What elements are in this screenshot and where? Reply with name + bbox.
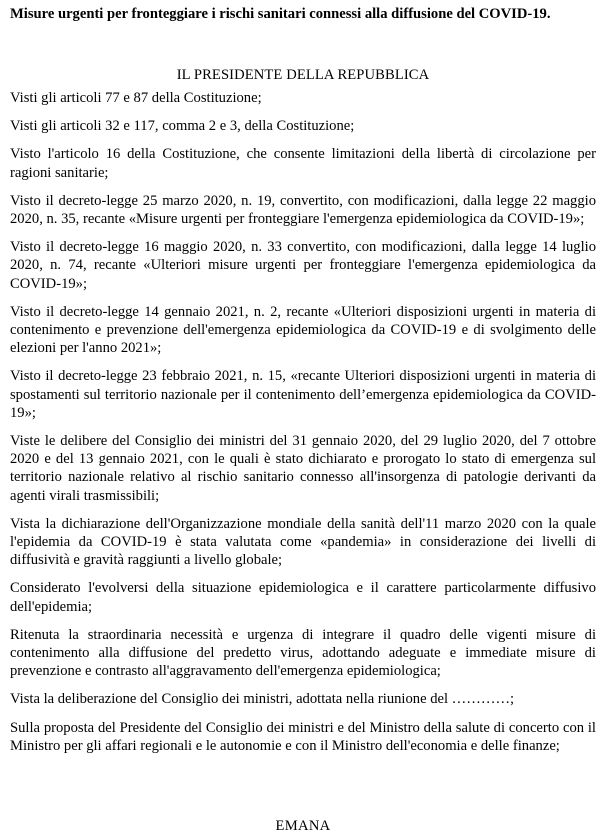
document-page [10,0,596,834]
preamble-paragraph: Vista la dichiarazione dell'Organizzazione mondiale della sanità dell'11 marzo 2020 con la quale l'epidemia da COVID-19 è stata valutata come «pandemia» in considerazione dei livelli di diffusività e gravità raggiunti a livello globale; [10,515,596,569]
preamble-paragraph: Ritenuta la straordinaria necessità e urgenza di integrare il quadro delle vigenti misure di contenimento alla diffusione del predetto virus, adottando adeguate e immediate misure di prevenzione e contrasto all'aggravamento dell'emergenza epidemiologica; [10,626,596,680]
preamble-paragraph: Considerato l'evolversi della situazione epidemiologica e il carattere particolarmente diffusivo dell'epidemia; [10,580,596,615]
document-heading: IL PRESIDENTE DELLA REPUBBLICA [176,67,430,83]
preamble [10,89,596,755]
preamble-paragraph: Sulla proposta del Presidente del Consiglio dei ministri e del Ministro della salute di concerto con il Ministro per gli affari regionali e le autonomie e con il Ministro dell'economia e delle finanze; [10,719,596,754]
preamble-paragraph: Visto il decreto-legge 16 maggio 2020, n. 33 convertito, con modificazioni, dalla legge 14 luglio 2020, n. 74, recante «Ulteriori misure urgenti per fronteggiare l'emergenza epidemiologica da COVID-19»; [10,239,596,292]
preamble-paragraph: Viste le delibere del Consiglio dei ministri del 31 gennaio 2020, del 29 luglio 2020, del 7 ottobre 2020 e del 13 gennaio 2021, con le quali è stato dichiarato e prorogato lo stato di emergenza sul territorio nazionale relativo al rischio sanitario connesso all'insorgenza di patologie derivanti da agenti virali trasmissibili; [10,433,596,504]
preamble-paragraph: Visti gli articoli 32 e 117, comma 2 e 3, della Costituzione; [10,118,355,135]
preamble-paragraph: Vista la deliberazione del Consiglio dei ministri, adottata nella riunione del …………; [10,691,515,708]
preamble-paragraph: Visto il decreto-legge 25 marzo 2020, n. 19, convertito, con modificazioni, dalla legge 22 maggio 2020, n. 35, recante «Misure urgenti per fronteggiare l'emergenza epidemiologica da COVID-19»; [10,192,596,228]
preamble-paragraph: Visto il decreto-legge 23 febbraio 2021, n. 15, «recante Ulteriori disposizioni urgenti in materia di spostamenti sul territorio nazionale per il contenimento dell’emergenza epidemiologica da COVID-19»; [10,368,596,421]
preamble-paragraph: Visti gli articoli 77 e 87 della Costituzione; [10,90,262,106]
document-title: Misure urgenti per fronteggiare i rischi sanitari connessi alla diffusione del COVID-19. [10,6,551,22]
preamble-paragraph: Visto il decreto-legge 14 gennaio 2021, n. 2, recante «Ulteriori disposizioni urgenti in materia di contenimento e prevenzione dell'emergenza epidemiologica da COVID-19 e di svolgimento delle elezioni per l'anno 2021»; [10,303,596,357]
preamble-paragraph: Visto l'articolo 16 della Costituzione, che consente limitazioni della libertà di circolazione per ragioni sanitarie; [10,146,596,181]
closing-enactment: EMANA [275,818,331,834]
